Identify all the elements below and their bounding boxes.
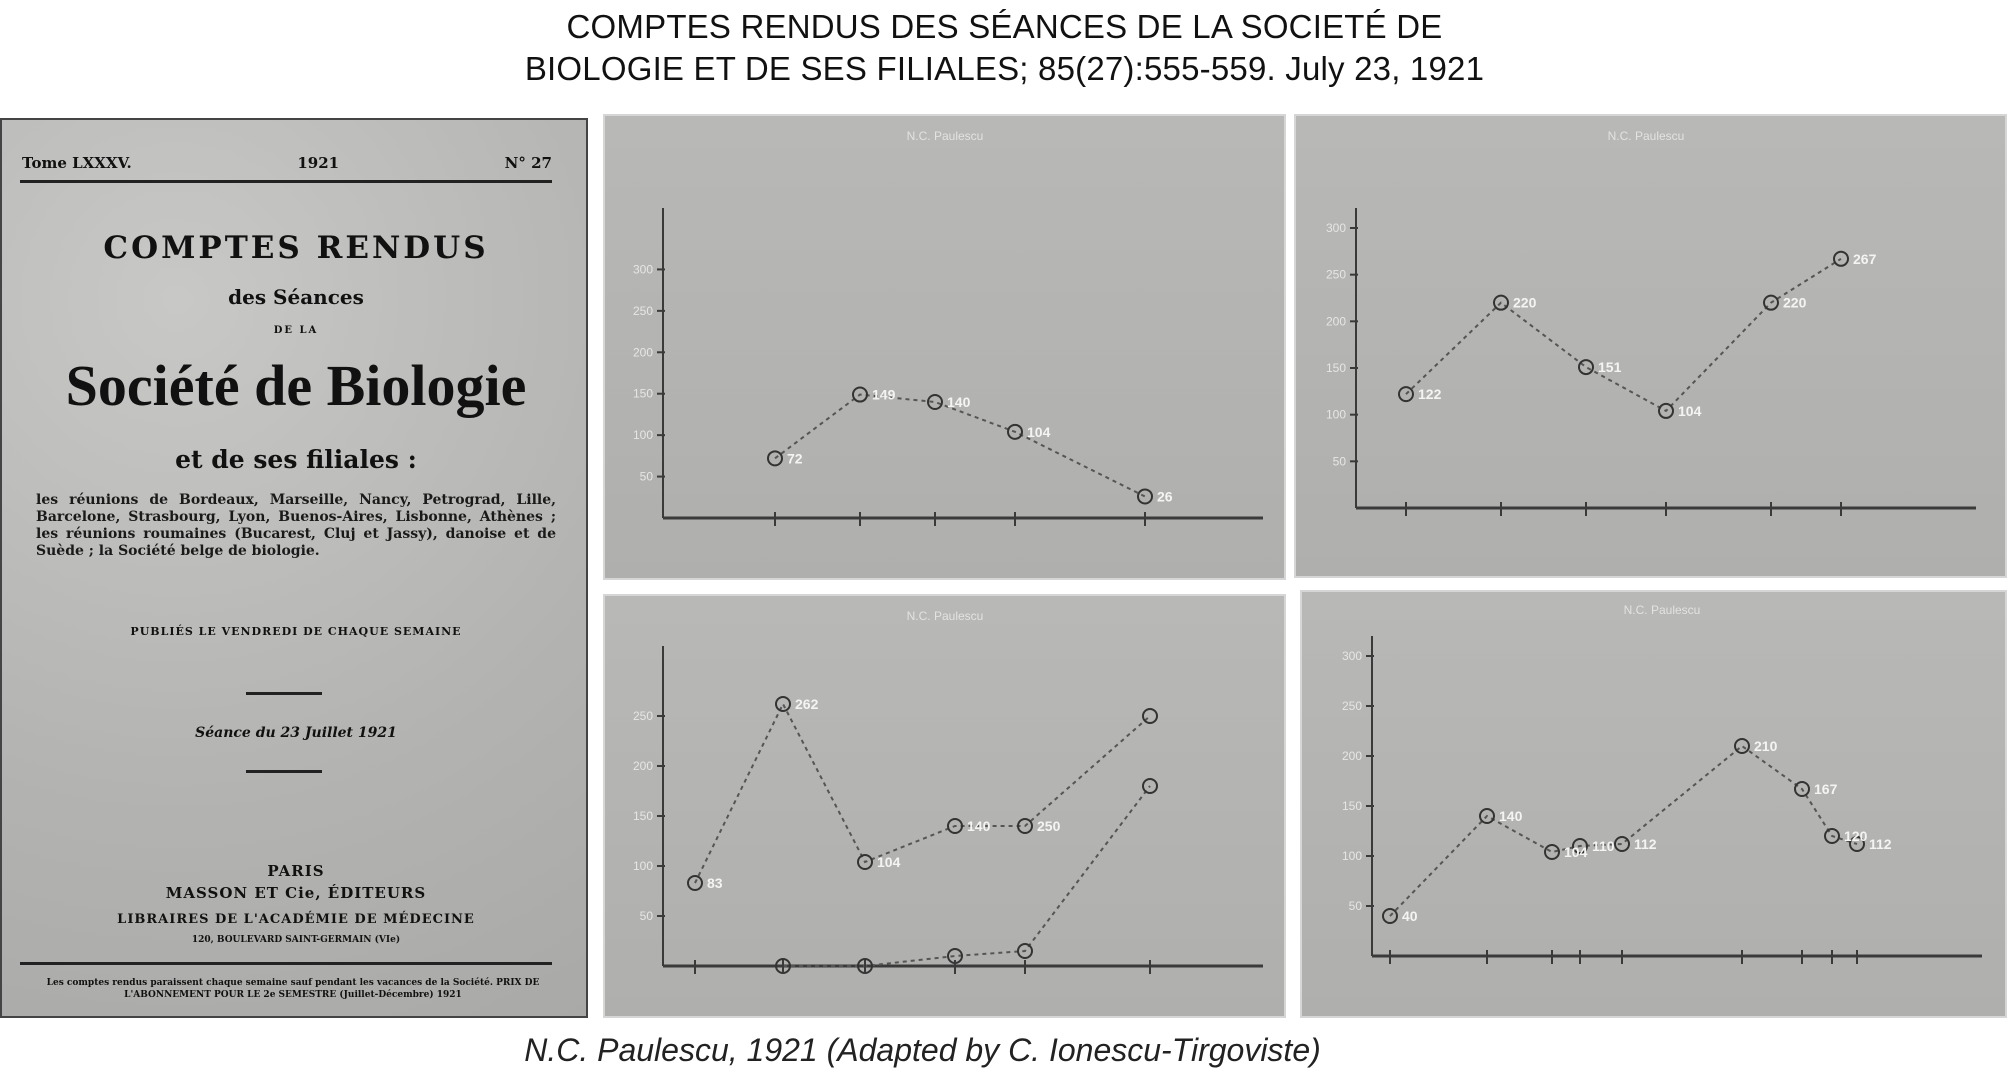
data-label: 210 <box>1754 738 1778 754</box>
chart-title: N.C. Paulescu <box>906 129 984 143</box>
cover-rule-short-1 <box>246 692 322 695</box>
y-tick-label: 100 <box>632 428 653 443</box>
data-label: 250 <box>1037 818 1061 834</box>
y-tick-label: 200 <box>632 759 653 773</box>
cover-title-filiales: et de ses filiales : <box>175 445 417 474</box>
chart-panel-2 <box>1294 114 2007 578</box>
y-tick-label: 100 <box>1341 849 1362 863</box>
data-label: 83 <box>707 875 723 891</box>
chart-2 <box>1296 116 2009 580</box>
chart-1 <box>605 116 1288 582</box>
data-label: 104 <box>877 854 901 870</box>
data-label: 220 <box>1513 294 1537 311</box>
data-label: 110 <box>1592 838 1615 854</box>
cover-rule-short-2 <box>246 770 322 773</box>
cover-paris: PARIS <box>267 862 325 880</box>
series-line <box>783 786 1150 966</box>
cover-year: 1921 <box>297 154 340 172</box>
cover-rule-bottom <box>20 962 552 965</box>
y-tick-label: 150 <box>1341 799 1362 813</box>
data-point <box>1735 739 1749 753</box>
chart-panel-4 <box>1300 590 2007 1018</box>
data-label: 140 <box>1499 808 1523 824</box>
data-label: 167 <box>1814 781 1838 797</box>
y-tick-label: 50 <box>639 469 653 484</box>
y-tick-label: 250 <box>632 709 653 723</box>
data-point <box>1138 489 1152 503</box>
data-label: 262 <box>795 696 819 712</box>
data-point <box>1834 252 1848 266</box>
header-line-2: BIOLOGIE ET DE SES FILIALES; 85(27):555-559. July 23, 1921 <box>524 50 1485 87</box>
y-tick-label: 150 <box>632 809 653 823</box>
y-tick-label: 100 <box>1325 407 1346 422</box>
data-label: 151 <box>1598 359 1622 376</box>
data-point <box>1615 837 1629 851</box>
data-label: 140 <box>947 394 971 410</box>
cover-number: N° 27 <box>504 154 552 172</box>
data-point <box>776 697 790 711</box>
data-label: 220 <box>1783 294 1807 311</box>
chart-title: N.C. Paulescu <box>1623 603 1701 617</box>
chart-3 <box>605 596 1288 1020</box>
chart-panel-3 <box>603 594 1286 1018</box>
cover-publisher <box>2 860 590 904</box>
data-label: 267 <box>1853 250 1877 267</box>
cover-tome: Tome LXXXV. <box>22 154 132 172</box>
header-line-1: COMPTES RENDUS DES SÉANCES DE LA SOCIETÉ DE <box>566 8 1443 45</box>
cover-title-comptes: COMPTES RENDUS <box>103 230 489 266</box>
y-tick-label: 150 <box>1325 361 1346 375</box>
cover-librairies: LIBRAIRES DE L'ACADÉMIE DE MÉDECINE <box>117 912 475 927</box>
data-label: 120 <box>1844 828 1868 844</box>
y-tick-label: 300 <box>632 262 653 277</box>
chart-4 <box>1302 592 2009 1020</box>
cover-publie: PUBLIÉS LE VENDREDI DE CHAQUE SEMAINE <box>130 625 462 638</box>
data-point <box>1545 845 1559 859</box>
series-line <box>1390 746 1857 916</box>
y-tick-label: 200 <box>1325 314 1346 329</box>
data-label: 26 <box>1157 488 1173 505</box>
cover-seance: Séance du 23 Juillet 1921 <box>195 725 397 741</box>
data-label: 72 <box>787 450 803 467</box>
y-tick-label: 50 <box>1348 899 1362 913</box>
data-point <box>1579 360 1593 374</box>
data-label: 104 <box>1027 423 1051 440</box>
y-tick-label: 100 <box>632 859 653 873</box>
cover-title-dela: DE LA <box>273 325 319 336</box>
data-label: 149 <box>872 386 896 403</box>
data-label: 104 <box>1678 402 1702 419</box>
data-label: 112 <box>1869 836 1892 852</box>
cover-title-societe: Société de Biologie <box>65 353 527 418</box>
figure-header <box>0 6 2009 90</box>
cover-address: 120, BOULEVARD SAINT-GERMAIN (VIe) <box>191 935 401 945</box>
data-label: 112 <box>1634 836 1657 852</box>
series-line <box>695 704 1150 883</box>
y-tick-label: 150 <box>632 386 653 401</box>
data-label: 104 <box>1564 844 1588 860</box>
y-tick-label: 250 <box>1325 267 1346 282</box>
cover-rule-top <box>20 180 552 183</box>
y-tick-label: 200 <box>1341 749 1362 763</box>
cover-editeurs: MASSON ET Cie, ÉDITEURS <box>165 884 427 902</box>
data-label: 140 <box>967 818 991 834</box>
y-tick-label: 50 <box>1332 454 1346 469</box>
cover-title-seances: des Séances <box>228 285 364 309</box>
series-line <box>1406 259 1841 411</box>
data-point <box>1143 709 1157 723</box>
cover-footer: Les comptes rendus paraissent chaque semaine sauf pendant les vacances de la Société. PRIX DE L'ABONNEMENT POUR LE 2e SEMESTRE (Juillet-Décembre) 1921 <box>46 978 540 1000</box>
journal-cover <box>0 118 588 1018</box>
figure-caption: N.C. Paulescu, 1921 (Adapted by C. Ionescu-Tirgoviste) <box>524 1032 1321 1068</box>
y-tick-label: 250 <box>1341 699 1362 713</box>
data-label: 40 <box>1402 908 1418 924</box>
y-tick-label: 50 <box>639 909 653 923</box>
chart-title: N.C. Paulescu <box>1607 129 1685 143</box>
chart-panel-1 <box>603 114 1286 580</box>
cover-filiales-list: les réunions de Bordeaux, Marseille, Nancy, Petrograd, Lille, Barcelone, Strasbourg, Lyon, Buenos-Aires, Lisbonne, Athènes ; les réunions roumaines (Bucarest, Cluj et Jassy), danoise et de Suède ; la Société belge de biologie. <box>36 492 556 559</box>
y-tick-label: 250 <box>632 303 653 318</box>
chart-title: N.C. Paulescu <box>906 609 984 623</box>
cover-topline <box>22 154 552 172</box>
data-label: 122 <box>1418 386 1442 403</box>
y-tick-label: 200 <box>632 345 653 360</box>
y-tick-label: 300 <box>1341 649 1362 663</box>
y-tick-label: 300 <box>1325 221 1346 235</box>
